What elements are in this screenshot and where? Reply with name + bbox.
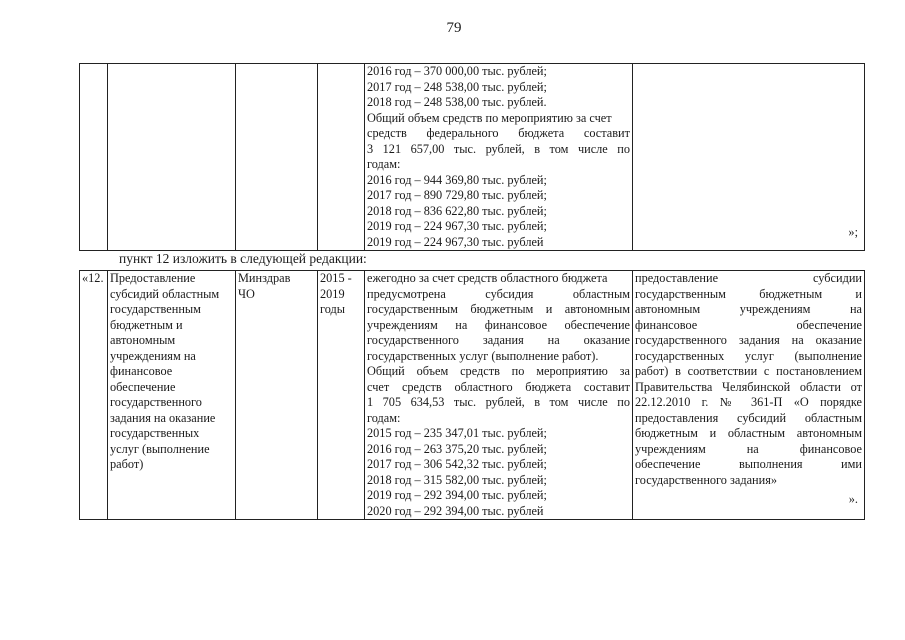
text-line: государственным	[110, 302, 201, 316]
text-line: годы	[320, 302, 346, 316]
text-line: 2018 год – 315 582,00 тыс. рублей;	[367, 472, 547, 487]
result-cell	[633, 271, 865, 520]
text-line: 2016 год – 370 000,00 тыс. рублей;	[367, 64, 547, 78]
text-line: обеспечение	[110, 379, 176, 394]
text-line: 22.12.2010 г. № 361-П «О порядке	[635, 395, 862, 409]
text-line: учреждениям на финансовое	[635, 441, 862, 456]
text-line: Минздрав	[238, 271, 291, 285]
text-line: автономным учреждениям на	[635, 302, 862, 316]
text-line: 2019 год – 292 394,00 тыс. рублей;	[367, 488, 547, 502]
text-line: ЧО	[238, 286, 255, 301]
text-line: годам:	[367, 157, 401, 171]
instruction-text: пункт 12 изложить в следующей редакции:	[119, 251, 367, 266]
row-number: «12.	[82, 271, 104, 285]
text-line: государственных	[110, 426, 200, 440]
text-line: Общий объем средств по мероприятию за	[367, 364, 630, 378]
text-line: работ) в соответствии с постановлением	[635, 364, 862, 378]
top-table	[79, 63, 865, 251]
text-line: средств федерального бюджета составит	[367, 126, 630, 140]
text-line: 2016 год – 944 369,80 тыс. рублей;	[367, 172, 547, 187]
text-line: 3 121 657,00 тыс. рублей, в том числе по	[367, 141, 630, 156]
text-line: 2019 год – 224 967,30 тыс. рублей	[367, 234, 544, 249]
page-number: 79	[446, 20, 462, 36]
funding-cell	[365, 271, 633, 520]
text-line: работ)	[110, 457, 144, 471]
text-line: автономным	[110, 333, 176, 347]
text-line: ежегодно за счет средств областного бюджета	[367, 271, 608, 285]
text-line: 2018 год – 248 538,00 тыс. рублей.	[367, 95, 547, 109]
text-line: годам:	[367, 410, 401, 425]
period-cell	[318, 64, 365, 251]
text-line: 2020 год – 292 394,00 тыс. рублей	[367, 503, 544, 518]
text-line: государственного	[110, 395, 202, 409]
text-line: учреждениям на	[110, 348, 196, 363]
text-line: Общий объем средств по мероприятию за счет	[367, 110, 612, 125]
text-line: государственных услуг (выполнение	[635, 348, 862, 363]
text-line: 2019 год – 224 967,30 тыс. рублей;	[367, 219, 547, 233]
activity-cell	[108, 271, 236, 520]
text-line: учреждениям на финансовое обеспечение	[367, 317, 630, 332]
text-line: государственного задания на оказание	[635, 333, 862, 347]
activity-cell	[108, 64, 236, 251]
text-line: обеспечение выполнения ими	[635, 457, 862, 471]
text-line: государственного задания»	[635, 472, 778, 487]
result-cell	[633, 64, 865, 251]
text-line: бюджетным и областным автономным	[635, 426, 862, 440]
text-line: 2017 год – 890 729,80 тыс. рублей;	[367, 188, 547, 202]
closing-quote: »;	[848, 225, 858, 239]
period-cell	[318, 271, 365, 520]
table-row	[80, 271, 865, 520]
text-line: бюджетным и	[110, 317, 183, 332]
text-line: финансовое обеспечение	[635, 317, 862, 332]
executor-cell	[236, 64, 318, 251]
text-line: 2017 год – 248 538,00 тыс. рублей;	[367, 79, 547, 94]
number-cell	[80, 271, 108, 520]
number-cell	[80, 64, 108, 251]
bottom-table	[79, 270, 865, 520]
text-line: Предоставление	[110, 271, 196, 285]
text-line: 2015 -	[320, 271, 352, 285]
closing-quote: ».	[848, 492, 858, 506]
text-line: 2019	[320, 286, 345, 301]
text-line: счет средств областного бюджета составит	[367, 379, 630, 394]
executor-cell	[236, 271, 318, 520]
table-row	[80, 64, 865, 251]
text-line: государственного задания на оказание	[367, 333, 630, 347]
text-line: государственным бюджетным и	[635, 286, 862, 301]
text-line: финансовое	[110, 364, 173, 378]
text-line: 1 705 634,53 тыс. рублей, в том числе по	[367, 395, 630, 409]
text-line: 2016 год – 263 375,20 тыс. рублей;	[367, 441, 547, 456]
text-line: предоставления субсидий областным	[635, 410, 862, 425]
text-line: 2015 год – 235 347,01 тыс. рублей;	[367, 426, 547, 440]
text-line: 2018 год – 836 622,80 тыс. рублей;	[367, 203, 547, 218]
text-line: предоставление субсидии	[635, 271, 862, 285]
text-line: предусмотрена субсидия областным	[367, 286, 630, 301]
funding-cell	[365, 64, 633, 251]
text-line: субсидий областным	[110, 286, 220, 301]
text-line: Правительства Челябинской области от	[635, 379, 862, 394]
text-line: государственных услуг (выполнение работ).	[367, 348, 599, 363]
text-line: услуг (выполнение	[110, 441, 210, 456]
text-line: 2017 год – 306 542,32 тыс. рублей;	[367, 457, 547, 471]
text-line: государственным бюджетным и автономным	[367, 302, 630, 316]
text-line: задания на оказание	[110, 410, 216, 425]
